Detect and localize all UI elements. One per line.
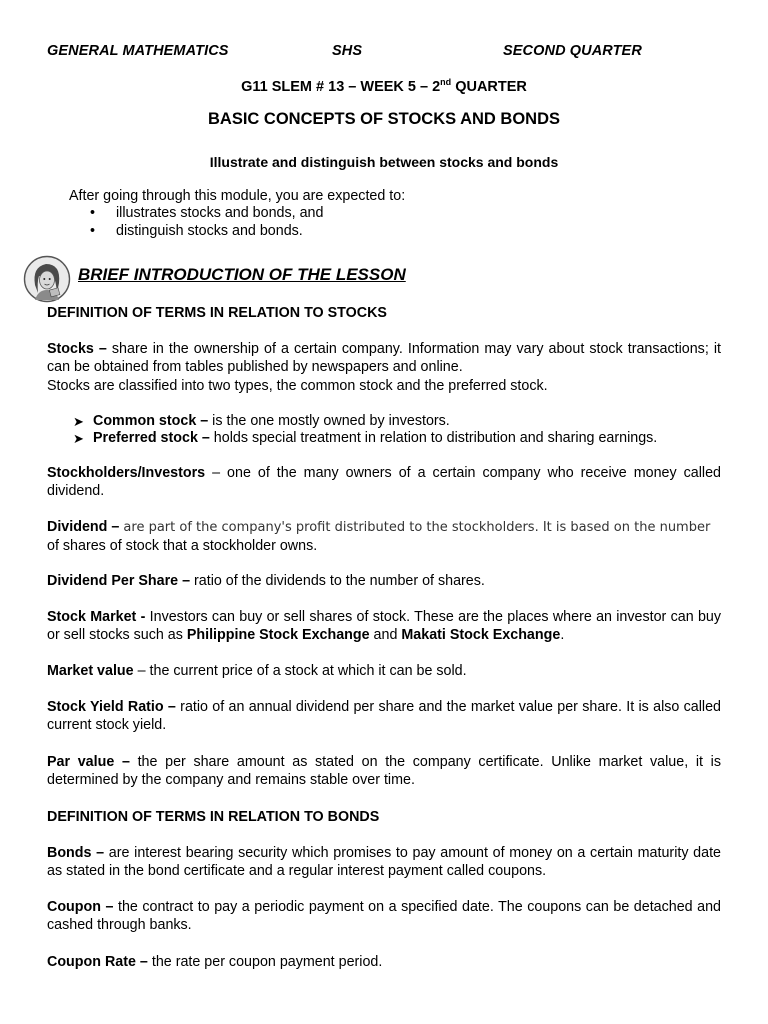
definition: the per share amount as stated on the company certificate. Unlike market value, it is determined by the company and remains stable over time.: [47, 754, 721, 788]
definition: ratio of the dividends to the number of shares.: [190, 573, 485, 589]
term: Stock Yield Ratio –: [47, 699, 176, 715]
mse-name: Makati Stock Exchange: [401, 627, 561, 643]
def-par-value: [47, 753, 721, 789]
stock-types-list: [73, 413, 657, 447]
definition: Investors can buy or sell shares of stock. These are the places where an investor can buy or sell stocks such as: [47, 609, 721, 643]
definition-continued: of shares of stock that a stockholder owns.: [47, 538, 318, 554]
module-code-prefix: G11 SLEM # 13 – WEEK 5 – 2: [241, 78, 441, 95]
period: .: [560, 627, 565, 643]
term: Bonds –: [47, 845, 105, 861]
definition: is the one mostly owned by investors.: [208, 413, 450, 429]
def-stockholders: [47, 464, 721, 500]
definition: share in the ownership of a certain company. Information may vary about stock transactions; it can be obtained from tables published by newspapers and online.: [47, 341, 721, 375]
term: Dividend –: [47, 519, 120, 535]
term: Coupon Rate –: [47, 954, 148, 970]
stocks-types-sentence: Stocks are classified into two types, the common stock and the preferred stock.: [47, 378, 548, 394]
intro-title: BRIEF INTRODUCTION OF THE LESSON: [78, 265, 406, 284]
def-stocks: [47, 340, 721, 376]
arrow-bullet-icon: ➤: [73, 414, 84, 429]
conjunction: and: [369, 627, 402, 643]
pse-name: Philippine Stock Exchange: [186, 627, 370, 643]
arrow-bullet-icon: ➤: [73, 431, 84, 446]
module-code-sup: nd: [440, 77, 452, 87]
module-code: [0, 77, 768, 95]
def-stock-market: [47, 608, 721, 644]
definition: are interest bearing security which promises to pay amount of money on a certain maturity date as stated in the bond certificate and a regular interest payment called coupons.: [47, 845, 721, 879]
definition: ratio of an annual dividend per share and the market value per share. It is also called current stock yield.: [47, 699, 721, 733]
stocks-heading: DEFINITION OF TERMS IN RELATION TO STOCKS: [47, 305, 387, 321]
term: Preferred stock –: [93, 430, 210, 446]
objective-item: • illustrates stocks and bonds, and: [88, 205, 323, 223]
term: Common stock –: [93, 413, 209, 429]
term: Par value –: [47, 754, 130, 770]
def-market-value: [47, 662, 721, 680]
term: Stock Market -: [47, 609, 146, 625]
definition: the contract to pay a periodic payment on a specified date. The coupons can be detached and cashed through banks.: [47, 899, 721, 933]
definition: – one of the many owners of a certain company who receive money called dividend.: [47, 465, 721, 499]
definition: the rate per coupon payment period.: [147, 954, 383, 970]
def-coupon-rate: [47, 953, 721, 971]
definition: – the current price of a stock at which it can be sold.: [133, 663, 467, 679]
stock-type-item: [73, 413, 657, 430]
def-bonds: [47, 844, 721, 880]
teacher-avatar-icon: [22, 255, 72, 303]
term: Coupon –: [47, 899, 114, 915]
definition: holds special treatment in relation to distribution and sharing earnings.: [209, 430, 658, 446]
objectives-list: [88, 205, 323, 240]
module-title: BASIC CONCEPTS OF STOCKS AND BONDS: [207, 110, 561, 128]
header-quarter: SECOND QUARTER: [503, 43, 642, 59]
def-coupon: [47, 898, 721, 934]
def-dividend-per-share: [47, 572, 721, 590]
term: Stocks –: [47, 341, 107, 357]
definition: are part of the company's profit distributed to the stockholders. It is based on the number: [119, 520, 711, 535]
stock-type-item: [73, 430, 657, 447]
def-dividend: [47, 518, 721, 555]
term: Stockholders/Investors: [47, 465, 206, 481]
module-code-suffix: QUARTER: [451, 78, 527, 95]
header-subject: GENERAL MATHEMATICS: [47, 43, 229, 59]
term: Dividend Per Share –: [47, 573, 191, 589]
def-stock-yield-ratio: [47, 698, 721, 734]
objective-item: • distinguish stocks and bonds.: [88, 223, 323, 241]
objectives-lead: After going through this module, you are expected to:: [69, 188, 406, 204]
term: Market value: [47, 663, 134, 679]
header-level: SHS: [332, 43, 363, 59]
module-competency: Illustrate and distinguish between stocks and bonds: [209, 154, 559, 170]
bonds-heading: DEFINITION OF TERMS IN RELATION TO BONDS: [47, 809, 380, 825]
